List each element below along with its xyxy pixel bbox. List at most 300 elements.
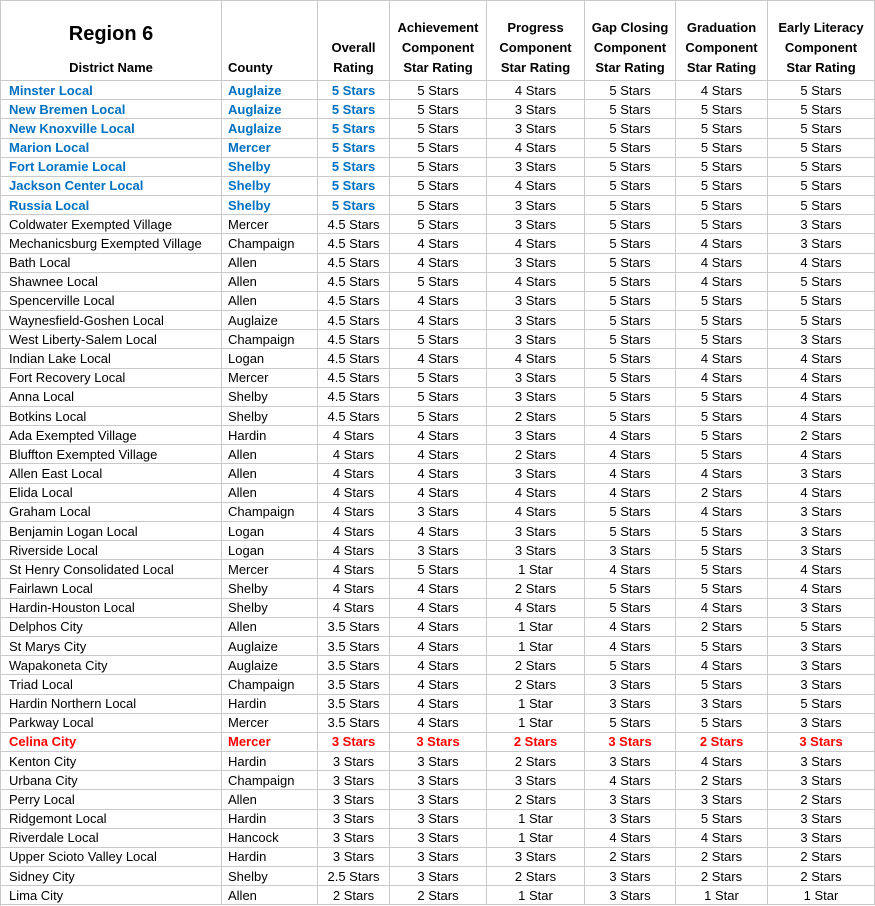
cell-graduation[interactable]: 4 Stars: [676, 81, 768, 100]
cell-district[interactable]: Triad Local: [1, 675, 222, 694]
header-district[interactable]: [1, 1, 222, 81]
cell-district[interactable]: St Henry Consolidated Local: [1, 560, 222, 579]
cell-achievement[interactable]: 4 Stars: [390, 579, 487, 598]
cell-achievement[interactable]: 4 Stars: [390, 254, 487, 273]
cell-achievement[interactable]: 4 Stars: [390, 484, 487, 503]
cell-achievement[interactable]: 4 Stars: [390, 637, 487, 656]
cell-overall[interactable]: 4 Stars: [318, 599, 390, 618]
cell-achievement[interactable]: 4 Stars: [390, 618, 487, 637]
cell-progress[interactable]: 3 Stars: [487, 464, 585, 483]
cell-early-literacy[interactable]: 4 Stars: [768, 560, 875, 579]
cell-progress[interactable]: 3 Stars: [487, 215, 585, 234]
cell-district[interactable]: Sidney City: [1, 867, 222, 886]
cell-district[interactable]: Urbana City: [1, 771, 222, 790]
cell-progress[interactable]: 2 Stars: [487, 656, 585, 675]
cell-county[interactable]: Champaign: [222, 330, 318, 349]
cell-early-literacy[interactable]: 3 Stars: [768, 503, 875, 522]
cell-progress[interactable]: 2 Stars: [487, 733, 585, 752]
cell-early-literacy[interactable]: 5 Stars: [768, 695, 875, 714]
cell-early-literacy[interactable]: 1 Star: [768, 886, 875, 905]
cell-achievement[interactable]: 5 Stars: [390, 407, 487, 426]
cell-graduation[interactable]: 5 Stars: [676, 330, 768, 349]
cell-early-literacy[interactable]: 3 Stars: [768, 656, 875, 675]
cell-progress[interactable]: 2 Stars: [487, 790, 585, 809]
cell-achievement[interactable]: 5 Stars: [390, 100, 487, 119]
cell-county[interactable]: Auglaize: [222, 637, 318, 656]
cell-progress[interactable]: 3 Stars: [487, 292, 585, 311]
cell-district[interactable]: Ridgemont Local: [1, 810, 222, 829]
cell-overall[interactable]: 3 Stars: [318, 752, 390, 771]
cell-early-literacy[interactable]: 2 Stars: [768, 426, 875, 445]
cell-early-literacy[interactable]: 5 Stars: [768, 177, 875, 196]
cell-achievement[interactable]: 4 Stars: [390, 695, 487, 714]
cell-district[interactable]: Bath Local: [1, 254, 222, 273]
cell-early-literacy[interactable]: 5 Stars: [768, 119, 875, 138]
cell-overall[interactable]: 3.5 Stars: [318, 618, 390, 637]
cell-achievement[interactable]: 4 Stars: [390, 311, 487, 330]
cell-progress[interactable]: 2 Stars: [487, 579, 585, 598]
cell-early-literacy[interactable]: 3 Stars: [768, 464, 875, 483]
cell-progress[interactable]: 1 Star: [487, 560, 585, 579]
cell-district[interactable]: Fort Recovery Local: [1, 369, 222, 388]
cell-county[interactable]: Hardin: [222, 695, 318, 714]
cell-achievement[interactable]: 5 Stars: [390, 196, 487, 215]
cell-graduation[interactable]: 5 Stars: [676, 119, 768, 138]
cell-overall[interactable]: 4.5 Stars: [318, 234, 390, 253]
cell-overall[interactable]: 4 Stars: [318, 445, 390, 464]
cell-overall[interactable]: 4.5 Stars: [318, 273, 390, 292]
cell-gap-closing[interactable]: 4 Stars: [585, 560, 676, 579]
cell-overall[interactable]: 4 Stars: [318, 522, 390, 541]
cell-county[interactable]: Champaign: [222, 771, 318, 790]
cell-progress[interactable]: 4 Stars: [487, 503, 585, 522]
cell-graduation[interactable]: 5 Stars: [676, 388, 768, 407]
cell-district[interactable]: Spencerville Local: [1, 292, 222, 311]
cell-graduation[interactable]: 4 Stars: [676, 503, 768, 522]
cell-achievement[interactable]: 4 Stars: [390, 464, 487, 483]
cell-overall[interactable]: 4.5 Stars: [318, 215, 390, 234]
cell-progress[interactable]: 1 Star: [487, 714, 585, 733]
cell-early-literacy[interactable]: 4 Stars: [768, 388, 875, 407]
cell-gap-closing[interactable]: 5 Stars: [585, 158, 676, 177]
cell-gap-closing[interactable]: 5 Stars: [585, 100, 676, 119]
cell-district[interactable]: Waynesfield-Goshen Local: [1, 311, 222, 330]
cell-county[interactable]: Mercer: [222, 369, 318, 388]
cell-overall[interactable]: 4 Stars: [318, 503, 390, 522]
cell-gap-closing[interactable]: 3 Stars: [585, 752, 676, 771]
cell-early-literacy[interactable]: 4 Stars: [768, 484, 875, 503]
cell-overall[interactable]: 3 Stars: [318, 810, 390, 829]
cell-district[interactable]: Ada Exempted Village: [1, 426, 222, 445]
cell-gap-closing[interactable]: 3 Stars: [585, 733, 676, 752]
cell-graduation[interactable]: 4 Stars: [676, 254, 768, 273]
cell-graduation[interactable]: 5 Stars: [676, 637, 768, 656]
cell-overall[interactable]: 3.5 Stars: [318, 637, 390, 656]
cell-overall[interactable]: 4.5 Stars: [318, 330, 390, 349]
cell-early-literacy[interactable]: 3 Stars: [768, 733, 875, 752]
cell-progress[interactable]: 1 Star: [487, 618, 585, 637]
cell-county[interactable]: Mercer: [222, 714, 318, 733]
cell-gap-closing[interactable]: 5 Stars: [585, 177, 676, 196]
cell-progress[interactable]: 2 Stars: [487, 867, 585, 886]
cell-early-literacy[interactable]: 3 Stars: [768, 541, 875, 560]
cell-district[interactable]: Minster Local: [1, 81, 222, 100]
cell-achievement[interactable]: 5 Stars: [390, 158, 487, 177]
cell-district[interactable]: Mechanicsburg Exempted Village: [1, 234, 222, 253]
cell-graduation[interactable]: 5 Stars: [676, 100, 768, 119]
cell-district[interactable]: Upper Scioto Valley Local: [1, 848, 222, 867]
cell-achievement[interactable]: 3 Stars: [390, 503, 487, 522]
cell-progress[interactable]: 1 Star: [487, 637, 585, 656]
cell-graduation[interactable]: 5 Stars: [676, 714, 768, 733]
cell-graduation[interactable]: 3 Stars: [676, 790, 768, 809]
cell-graduation[interactable]: 1 Star: [676, 886, 768, 905]
cell-gap-closing[interactable]: 5 Stars: [585, 254, 676, 273]
header-early-literacy[interactable]: [768, 1, 875, 81]
cell-achievement[interactable]: 5 Stars: [390, 81, 487, 100]
cell-progress[interactable]: 3 Stars: [487, 100, 585, 119]
cell-achievement[interactable]: 4 Stars: [390, 599, 487, 618]
cell-progress[interactable]: 3 Stars: [487, 196, 585, 215]
cell-achievement[interactable]: 5 Stars: [390, 388, 487, 407]
cell-graduation[interactable]: 5 Stars: [676, 426, 768, 445]
cell-graduation[interactable]: 4 Stars: [676, 234, 768, 253]
cell-district[interactable]: Marion Local: [1, 139, 222, 158]
cell-district[interactable]: Indian Lake Local: [1, 349, 222, 368]
cell-county[interactable]: Champaign: [222, 234, 318, 253]
cell-achievement[interactable]: 4 Stars: [390, 656, 487, 675]
cell-achievement[interactable]: 3 Stars: [390, 867, 487, 886]
cell-overall[interactable]: 3 Stars: [318, 848, 390, 867]
cell-overall[interactable]: 4 Stars: [318, 541, 390, 560]
cell-gap-closing[interactable]: 5 Stars: [585, 407, 676, 426]
cell-county[interactable]: Shelby: [222, 388, 318, 407]
cell-progress[interactable]: 4 Stars: [487, 177, 585, 196]
cell-county[interactable]: Allen: [222, 886, 318, 905]
cell-county[interactable]: Shelby: [222, 158, 318, 177]
cell-graduation[interactable]: 2 Stars: [676, 484, 768, 503]
cell-early-literacy[interactable]: 5 Stars: [768, 311, 875, 330]
cell-progress[interactable]: 3 Stars: [487, 311, 585, 330]
cell-early-literacy[interactable]: 5 Stars: [768, 618, 875, 637]
cell-achievement[interactable]: 4 Stars: [390, 714, 487, 733]
cell-progress[interactable]: 3 Stars: [487, 522, 585, 541]
cell-county[interactable]: Shelby: [222, 867, 318, 886]
cell-early-literacy[interactable]: 5 Stars: [768, 81, 875, 100]
cell-early-literacy[interactable]: 3 Stars: [768, 829, 875, 848]
cell-gap-closing[interactable]: 5 Stars: [585, 503, 676, 522]
cell-district[interactable]: Kenton City: [1, 752, 222, 771]
cell-achievement[interactable]: 5 Stars: [390, 560, 487, 579]
cell-county[interactable]: Hancock: [222, 829, 318, 848]
cell-progress[interactable]: 2 Stars: [487, 675, 585, 694]
cell-gap-closing[interactable]: 3 Stars: [585, 790, 676, 809]
cell-progress[interactable]: 3 Stars: [487, 330, 585, 349]
cell-early-literacy[interactable]: 3 Stars: [768, 599, 875, 618]
cell-overall[interactable]: 5 Stars: [318, 139, 390, 158]
cell-early-literacy[interactable]: 2 Stars: [768, 790, 875, 809]
cell-district[interactable]: Lima City: [1, 886, 222, 905]
cell-achievement[interactable]: 3 Stars: [390, 733, 487, 752]
cell-progress[interactable]: 4 Stars: [487, 273, 585, 292]
cell-graduation[interactable]: 5 Stars: [676, 139, 768, 158]
cell-gap-closing[interactable]: 2 Stars: [585, 848, 676, 867]
cell-county[interactable]: Mercer: [222, 733, 318, 752]
cell-district[interactable]: West Liberty-Salem Local: [1, 330, 222, 349]
cell-progress[interactable]: 3 Stars: [487, 426, 585, 445]
cell-county[interactable]: Mercer: [222, 215, 318, 234]
cell-early-literacy[interactable]: 4 Stars: [768, 349, 875, 368]
cell-county[interactable]: Champaign: [222, 503, 318, 522]
cell-graduation[interactable]: 4 Stars: [676, 273, 768, 292]
cell-district[interactable]: Riverdale Local: [1, 829, 222, 848]
cell-district[interactable]: Coldwater Exempted Village: [1, 215, 222, 234]
cell-graduation[interactable]: 2 Stars: [676, 733, 768, 752]
cell-district[interactable]: Hardin Northern Local: [1, 695, 222, 714]
cell-gap-closing[interactable]: 5 Stars: [585, 349, 676, 368]
cell-overall[interactable]: 5 Stars: [318, 119, 390, 138]
cell-achievement[interactable]: 2 Stars: [390, 886, 487, 905]
cell-achievement[interactable]: 3 Stars: [390, 752, 487, 771]
cell-graduation[interactable]: 5 Stars: [676, 579, 768, 598]
cell-gap-closing[interactable]: 4 Stars: [585, 484, 676, 503]
cell-overall[interactable]: 3 Stars: [318, 829, 390, 848]
cell-progress[interactable]: 3 Stars: [487, 369, 585, 388]
cell-county[interactable]: Auglaize: [222, 119, 318, 138]
cell-graduation[interactable]: 4 Stars: [676, 349, 768, 368]
cell-graduation[interactable]: 4 Stars: [676, 829, 768, 848]
cell-gap-closing[interactable]: 4 Stars: [585, 771, 676, 790]
cell-county[interactable]: Shelby: [222, 579, 318, 598]
cell-achievement[interactable]: 4 Stars: [390, 675, 487, 694]
cell-early-literacy[interactable]: 5 Stars: [768, 158, 875, 177]
cell-gap-closing[interactable]: 5 Stars: [585, 215, 676, 234]
cell-gap-closing[interactable]: 5 Stars: [585, 119, 676, 138]
cell-early-literacy[interactable]: 4 Stars: [768, 254, 875, 273]
cell-district[interactable]: New Knoxville Local: [1, 119, 222, 138]
cell-district[interactable]: Russia Local: [1, 196, 222, 215]
cell-overall[interactable]: 3.5 Stars: [318, 714, 390, 733]
cell-overall[interactable]: 5 Stars: [318, 158, 390, 177]
cell-county[interactable]: Allen: [222, 790, 318, 809]
cell-district[interactable]: Allen East Local: [1, 464, 222, 483]
cell-early-literacy[interactable]: 2 Stars: [768, 848, 875, 867]
cell-county[interactable]: Auglaize: [222, 81, 318, 100]
cell-early-literacy[interactable]: 3 Stars: [768, 771, 875, 790]
cell-progress[interactable]: 1 Star: [487, 886, 585, 905]
cell-achievement[interactable]: 5 Stars: [390, 119, 487, 138]
cell-early-literacy[interactable]: 4 Stars: [768, 369, 875, 388]
cell-gap-closing[interactable]: 4 Stars: [585, 637, 676, 656]
cell-graduation[interactable]: 5 Stars: [676, 560, 768, 579]
cell-progress[interactable]: 2 Stars: [487, 407, 585, 426]
cell-county[interactable]: Allen: [222, 445, 318, 464]
cell-graduation[interactable]: 2 Stars: [676, 867, 768, 886]
cell-overall[interactable]: 5 Stars: [318, 100, 390, 119]
cell-progress[interactable]: 3 Stars: [487, 541, 585, 560]
cell-achievement[interactable]: 4 Stars: [390, 445, 487, 464]
header-achievement[interactable]: [390, 1, 487, 81]
cell-gap-closing[interactable]: 5 Stars: [585, 139, 676, 158]
cell-gap-closing[interactable]: 3 Stars: [585, 867, 676, 886]
cell-district[interactable]: New Bremen Local: [1, 100, 222, 119]
cell-graduation[interactable]: 5 Stars: [676, 675, 768, 694]
cell-overall[interactable]: 5 Stars: [318, 196, 390, 215]
cell-graduation[interactable]: 5 Stars: [676, 311, 768, 330]
cell-gap-closing[interactable]: 3 Stars: [585, 541, 676, 560]
cell-early-literacy[interactable]: 4 Stars: [768, 579, 875, 598]
cell-graduation[interactable]: 4 Stars: [676, 369, 768, 388]
cell-graduation[interactable]: 5 Stars: [676, 215, 768, 234]
cell-achievement[interactable]: 4 Stars: [390, 234, 487, 253]
cell-graduation[interactable]: 5 Stars: [676, 522, 768, 541]
cell-progress[interactable]: 2 Stars: [487, 445, 585, 464]
cell-progress[interactable]: 1 Star: [487, 695, 585, 714]
cell-gap-closing[interactable]: 5 Stars: [585, 522, 676, 541]
cell-county[interactable]: Mercer: [222, 560, 318, 579]
cell-overall[interactable]: 3.5 Stars: [318, 656, 390, 675]
cell-graduation[interactable]: 2 Stars: [676, 848, 768, 867]
cell-early-literacy[interactable]: 3 Stars: [768, 215, 875, 234]
cell-district[interactable]: Bluffton Exempted Village: [1, 445, 222, 464]
header-overall[interactable]: [318, 1, 390, 81]
cell-progress[interactable]: 4 Stars: [487, 234, 585, 253]
cell-graduation[interactable]: 4 Stars: [676, 752, 768, 771]
cell-graduation[interactable]: 5 Stars: [676, 541, 768, 560]
cell-gap-closing[interactable]: 5 Stars: [585, 196, 676, 215]
cell-graduation[interactable]: 2 Stars: [676, 618, 768, 637]
cell-achievement[interactable]: 3 Stars: [390, 790, 487, 809]
cell-early-literacy[interactable]: 3 Stars: [768, 810, 875, 829]
cell-gap-closing[interactable]: 5 Stars: [585, 330, 676, 349]
cell-district[interactable]: Fairlawn Local: [1, 579, 222, 598]
cell-overall[interactable]: 4 Stars: [318, 426, 390, 445]
cell-overall[interactable]: 4.5 Stars: [318, 369, 390, 388]
cell-early-literacy[interactable]: 3 Stars: [768, 714, 875, 733]
cell-overall[interactable]: 4.5 Stars: [318, 254, 390, 273]
cell-gap-closing[interactable]: 4 Stars: [585, 618, 676, 637]
cell-district[interactable]: Jackson Center Local: [1, 177, 222, 196]
cell-progress[interactable]: 3 Stars: [487, 771, 585, 790]
cell-county[interactable]: Shelby: [222, 407, 318, 426]
cell-district[interactable]: Fort Loramie Local: [1, 158, 222, 177]
cell-graduation[interactable]: 5 Stars: [676, 177, 768, 196]
cell-achievement[interactable]: 5 Stars: [390, 139, 487, 158]
cell-graduation[interactable]: 5 Stars: [676, 196, 768, 215]
cell-district[interactable]: Shawnee Local: [1, 273, 222, 292]
cell-overall[interactable]: 2 Stars: [318, 886, 390, 905]
cell-early-literacy[interactable]: 3 Stars: [768, 675, 875, 694]
cell-progress[interactable]: 4 Stars: [487, 81, 585, 100]
cell-county[interactable]: Allen: [222, 254, 318, 273]
cell-achievement[interactable]: 5 Stars: [390, 215, 487, 234]
cell-gap-closing[interactable]: 4 Stars: [585, 426, 676, 445]
cell-gap-closing[interactable]: 5 Stars: [585, 81, 676, 100]
cell-progress[interactable]: 3 Stars: [487, 158, 585, 177]
cell-district[interactable]: Elida Local: [1, 484, 222, 503]
cell-district[interactable]: Anna Local: [1, 388, 222, 407]
cell-early-literacy[interactable]: 3 Stars: [768, 752, 875, 771]
cell-progress[interactable]: 1 Star: [487, 829, 585, 848]
cell-achievement[interactable]: 3 Stars: [390, 771, 487, 790]
cell-achievement[interactable]: 4 Stars: [390, 426, 487, 445]
cell-county[interactable]: Allen: [222, 273, 318, 292]
cell-district[interactable]: St Marys City: [1, 637, 222, 656]
cell-overall[interactable]: 2.5 Stars: [318, 867, 390, 886]
cell-district[interactable]: Perry Local: [1, 790, 222, 809]
cell-county[interactable]: Hardin: [222, 810, 318, 829]
cell-gap-closing[interactable]: 5 Stars: [585, 714, 676, 733]
cell-progress[interactable]: 4 Stars: [487, 139, 585, 158]
cell-county[interactable]: Shelby: [222, 599, 318, 618]
cell-overall[interactable]: 4.5 Stars: [318, 349, 390, 368]
cell-overall[interactable]: 3 Stars: [318, 733, 390, 752]
cell-graduation[interactable]: 5 Stars: [676, 158, 768, 177]
cell-county[interactable]: Allen: [222, 292, 318, 311]
cell-overall[interactable]: 4.5 Stars: [318, 311, 390, 330]
cell-gap-closing[interactable]: 5 Stars: [585, 369, 676, 388]
cell-district[interactable]: Delphos City: [1, 618, 222, 637]
cell-progress[interactable]: 2 Stars: [487, 752, 585, 771]
cell-gap-closing[interactable]: 4 Stars: [585, 464, 676, 483]
cell-overall[interactable]: 3 Stars: [318, 790, 390, 809]
cell-gap-closing[interactable]: 5 Stars: [585, 579, 676, 598]
cell-early-literacy[interactable]: 3 Stars: [768, 234, 875, 253]
cell-early-literacy[interactable]: 2 Stars: [768, 867, 875, 886]
cell-early-literacy[interactable]: 5 Stars: [768, 196, 875, 215]
cell-overall[interactable]: 4 Stars: [318, 579, 390, 598]
cell-county[interactable]: Auglaize: [222, 100, 318, 119]
cell-progress[interactable]: 1 Star: [487, 810, 585, 829]
cell-achievement[interactable]: 5 Stars: [390, 273, 487, 292]
cell-gap-closing[interactable]: 5 Stars: [585, 292, 676, 311]
cell-county[interactable]: Hardin: [222, 752, 318, 771]
cell-gap-closing[interactable]: 5 Stars: [585, 311, 676, 330]
cell-graduation[interactable]: 4 Stars: [676, 599, 768, 618]
cell-progress[interactable]: 3 Stars: [487, 119, 585, 138]
cell-achievement[interactable]: 3 Stars: [390, 848, 487, 867]
cell-graduation[interactable]: 4 Stars: [676, 464, 768, 483]
cell-overall[interactable]: 4 Stars: [318, 464, 390, 483]
cell-gap-closing[interactable]: 4 Stars: [585, 445, 676, 464]
cell-county[interactable]: Mercer: [222, 139, 318, 158]
cell-county[interactable]: Auglaize: [222, 311, 318, 330]
cell-gap-closing[interactable]: 5 Stars: [585, 388, 676, 407]
cell-district[interactable]: Hardin-Houston Local: [1, 599, 222, 618]
cell-county[interactable]: Hardin: [222, 848, 318, 867]
cell-gap-closing[interactable]: 3 Stars: [585, 886, 676, 905]
cell-county[interactable]: Logan: [222, 522, 318, 541]
cell-district[interactable]: Graham Local: [1, 503, 222, 522]
cell-overall[interactable]: 5 Stars: [318, 177, 390, 196]
cell-graduation[interactable]: 4 Stars: [676, 656, 768, 675]
cell-achievement[interactable]: 4 Stars: [390, 522, 487, 541]
cell-county[interactable]: Shelby: [222, 196, 318, 215]
cell-overall[interactable]: 4 Stars: [318, 560, 390, 579]
cell-county[interactable]: Allen: [222, 484, 318, 503]
cell-gap-closing[interactable]: 3 Stars: [585, 810, 676, 829]
cell-district[interactable]: Benjamin Logan Local: [1, 522, 222, 541]
cell-overall[interactable]: 4.5 Stars: [318, 407, 390, 426]
cell-county[interactable]: Logan: [222, 349, 318, 368]
cell-gap-closing[interactable]: 4 Stars: [585, 829, 676, 848]
cell-district[interactable]: Wapakoneta City: [1, 656, 222, 675]
cell-county[interactable]: Allen: [222, 618, 318, 637]
header-progress[interactable]: [487, 1, 585, 81]
cell-overall[interactable]: 4.5 Stars: [318, 292, 390, 311]
cell-county[interactable]: Shelby: [222, 177, 318, 196]
cell-gap-closing[interactable]: 5 Stars: [585, 273, 676, 292]
